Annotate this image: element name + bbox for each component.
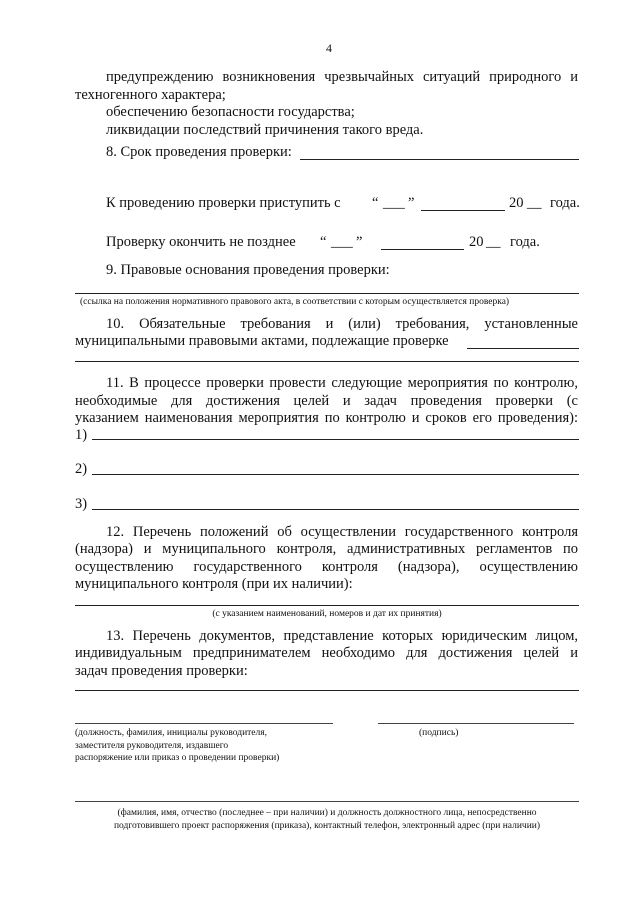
s8-end-quote-open: “ <box>320 234 327 250</box>
s8-term-blank <box>300 159 579 160</box>
s11-item-1-blank <box>92 439 579 440</box>
s12-line-1: 12. Перечень положений об осуществлении государственного контроля <box>106 524 578 540</box>
s11-item-3-number: 3) <box>75 496 88 512</box>
s11-item-1-number: 1) <box>75 427 88 443</box>
s12-line-2: (надзора) и муниципального контроля, административных регламентов по <box>75 541 578 557</box>
preparer-caption-line-2: подготовившего проект распоряжения (приказа), контактный телефон, электронный адрес (при наличии) <box>113 821 541 831</box>
s9-caption: (ссылка на положения нормативного правового акта, в соответствии с которым осуществляется проверка) <box>80 297 510 307</box>
s8-start-day: ___ <box>383 195 405 211</box>
s12-line-3: осуществлению государственного контроля (надзора), осуществлению <box>75 559 578 575</box>
signatory-caption-line-2: заместителя руководителя, издавшего <box>75 741 229 751</box>
continuation-line-2: техногенного характера; <box>75 87 226 103</box>
s8-start-century: 20 <box>509 195 524 211</box>
s12-line-4: муниципального контроля (при их наличии): <box>75 576 353 592</box>
s13-line-3: задач проведения проверки: <box>75 663 248 679</box>
s11-item-2-number: 2) <box>75 461 88 477</box>
s12-caption: (с указанием наименований, номеров и дат их принятия) <box>212 609 442 619</box>
s8-end-year-word: года. <box>510 234 540 250</box>
page-number: 4 <box>326 41 332 55</box>
s8-end-day: ___ <box>331 234 353 250</box>
s10-line-2: муниципальными правовыми актами, подлежащие проверке <box>75 333 449 349</box>
s11-line-3: указанием наименования мероприятия по контролю и сроков его проведения): <box>75 410 578 426</box>
s8-start-quote-close: ” <box>408 195 415 211</box>
signatory-position-blank <box>75 723 333 724</box>
s8-start-text: К проведению проверки приступить с <box>106 195 341 211</box>
s8-start-year-word: года. <box>550 195 580 211</box>
s8-end-year: __ <box>486 234 501 250</box>
s13-line-2: индивидуальным предпринимателем необходимо для достижения целей и <box>75 645 578 661</box>
s9-label: 9. Правовые основания проведения проверки: <box>106 262 390 278</box>
preparer-caption-line-1: (фамилия, имя, отчество (последнее – при наличии) и должность должностного лица, непосредственно <box>117 808 537 818</box>
s10-line-1: 10. Обязательные требования и (или) требования, установленные <box>106 316 578 332</box>
s11-item-2-blank <box>92 474 579 475</box>
continuation-line-3: обеспечению безопасности государства; <box>106 104 355 120</box>
signature-caption: (подпись) <box>419 728 459 738</box>
s8-start-month-blank <box>421 210 505 211</box>
s8-label: 8. Срок проведения проверки: <box>106 144 292 160</box>
continuation-line-4: ликвидации последствий причинения такого вреда. <box>106 122 424 138</box>
s11-line-1: 11. В процессе проверки провести следующие мероприятия по контролю, <box>106 375 578 391</box>
signature-blank <box>378 723 574 724</box>
s13-blank <box>75 690 579 691</box>
s8-start-year: __ <box>527 195 542 211</box>
s10-blank <box>75 361 579 362</box>
s8-start-quote-open: “ <box>372 195 379 211</box>
s8-end-month-blank <box>381 249 464 250</box>
s10-blank-inline <box>467 348 579 349</box>
s8-end-century: 20 <box>469 234 484 250</box>
s8-end-text: Проверку окончить не позднее <box>106 234 296 250</box>
s12-blank <box>75 605 579 606</box>
signatory-caption-line-1: (должность, фамилия, инициалы руководителя, <box>75 728 268 738</box>
s13-line-1: 13. Перечень документов, представление которых юридическим лицом, <box>106 628 578 644</box>
continuation-line-1: предупреждению возникновения чрезвычайных ситуаций природного и <box>106 69 578 85</box>
signatory-caption-line-3: распоряжение или приказ о проведении проверки) <box>75 753 280 763</box>
s8-end-quote-close: ” <box>356 234 363 250</box>
s11-item-3-blank <box>92 509 579 510</box>
s9-blank <box>75 293 579 294</box>
preparer-blank <box>75 801 579 802</box>
s11-line-2: необходимые для достижения целей и задач проведения проверки (с <box>75 393 578 409</box>
